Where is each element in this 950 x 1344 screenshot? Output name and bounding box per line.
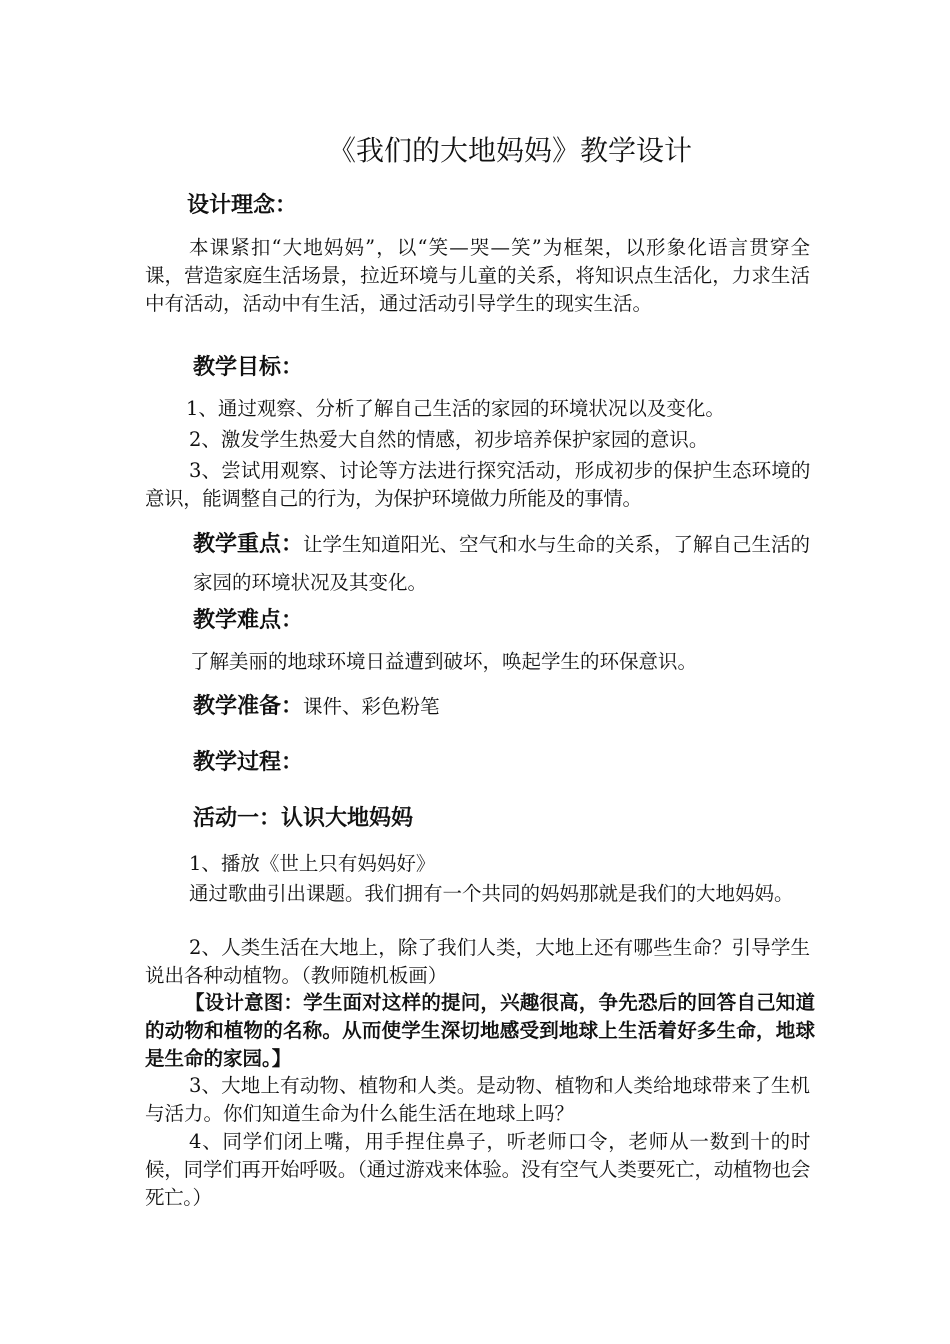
activity-item-1: 1、播放《世上只有妈妈好》: [189, 852, 436, 875]
process-heading: 教学过程：: [193, 750, 304, 775]
objective-item-2: 2、激发学生热爱大自然的情感，初步培养保护家园的意识。: [189, 428, 709, 451]
design-concept-text: 本课紧扣“大地妈妈”，以“笑—哭—笑”为框架，以形象化语言贯穿全课，营造家庭生活场景，拉近环境与儿童的关系，将知识点生活化，力求生活中有活动，活动中有生活，通过活动引导学生的现实生活。: [145, 236, 810, 315]
activity-item-4: 3、大地上有动物、植物和人类。是动物、植物和人类给地球带来了生机与活力。你们知道生命为什么能生活在地球上吗？: [145, 1074, 810, 1125]
preparation-text: 课件、彩色粉笔: [303, 695, 440, 718]
objectives-heading: 教学目标：: [193, 355, 304, 380]
difficulties-heading: 教学难点：: [193, 608, 304, 633]
activity-one-heading: 活动一：认识大地妈妈: [193, 806, 414, 831]
key-points-text: 让学生知道阳光、空气和水与生命的关系，了解自己生活的家园的环境状况及其变化。: [193, 533, 811, 594]
design-concept-heading: 设计理念：: [187, 193, 298, 218]
objective-item-1: 1、通过观察、分析了解自己生活的家园的环境状况以及变化。: [186, 397, 725, 420]
objective-item-3: 3、尝试用观察、讨论等方法进行探究活动，形成初步的保护生态环境的意识，能调整自己的行为，为保护环境做力所能及的事情。: [145, 459, 810, 510]
activity-item-2: 通过歌曲引出课题。我们拥有一个共同的妈妈那就是我们的大地妈妈。: [189, 882, 794, 905]
preparation-heading: 教学准备：: [193, 694, 304, 719]
design-intent-note: 【设计意图：学生面对这样的提问，兴趣很高，争先恐后的回答自己知道的动物和植物的名称。从而使学生深切地感受到地球上生活着好多生命，地球是生命的家园。】: [145, 991, 815, 1070]
key-points-block: [193, 526, 813, 602]
activity-item-5: 4、同学们闭上嘴，用手捏住鼻子，听老师口令，老师从一数到十的时候，同学们再开始呼吸。（通过游戏来体验。没有空气人类要死亡，动植物也会死亡。）: [145, 1130, 810, 1209]
key-points-heading: 教学重点：: [193, 532, 304, 557]
activity-item-3: 2、人类生活在大地上，除了我们人类，大地上还有哪些生命？引导学生说出各种动植物。（教师随机板画）: [145, 936, 810, 987]
document-title: 《我们的大地妈妈》教学设计: [327, 134, 692, 167]
difficulties-text: 了解美丽的地球环境日益遭到破坏，唤起学生的环保意识。: [190, 650, 698, 673]
preparation-block: [193, 692, 440, 722]
